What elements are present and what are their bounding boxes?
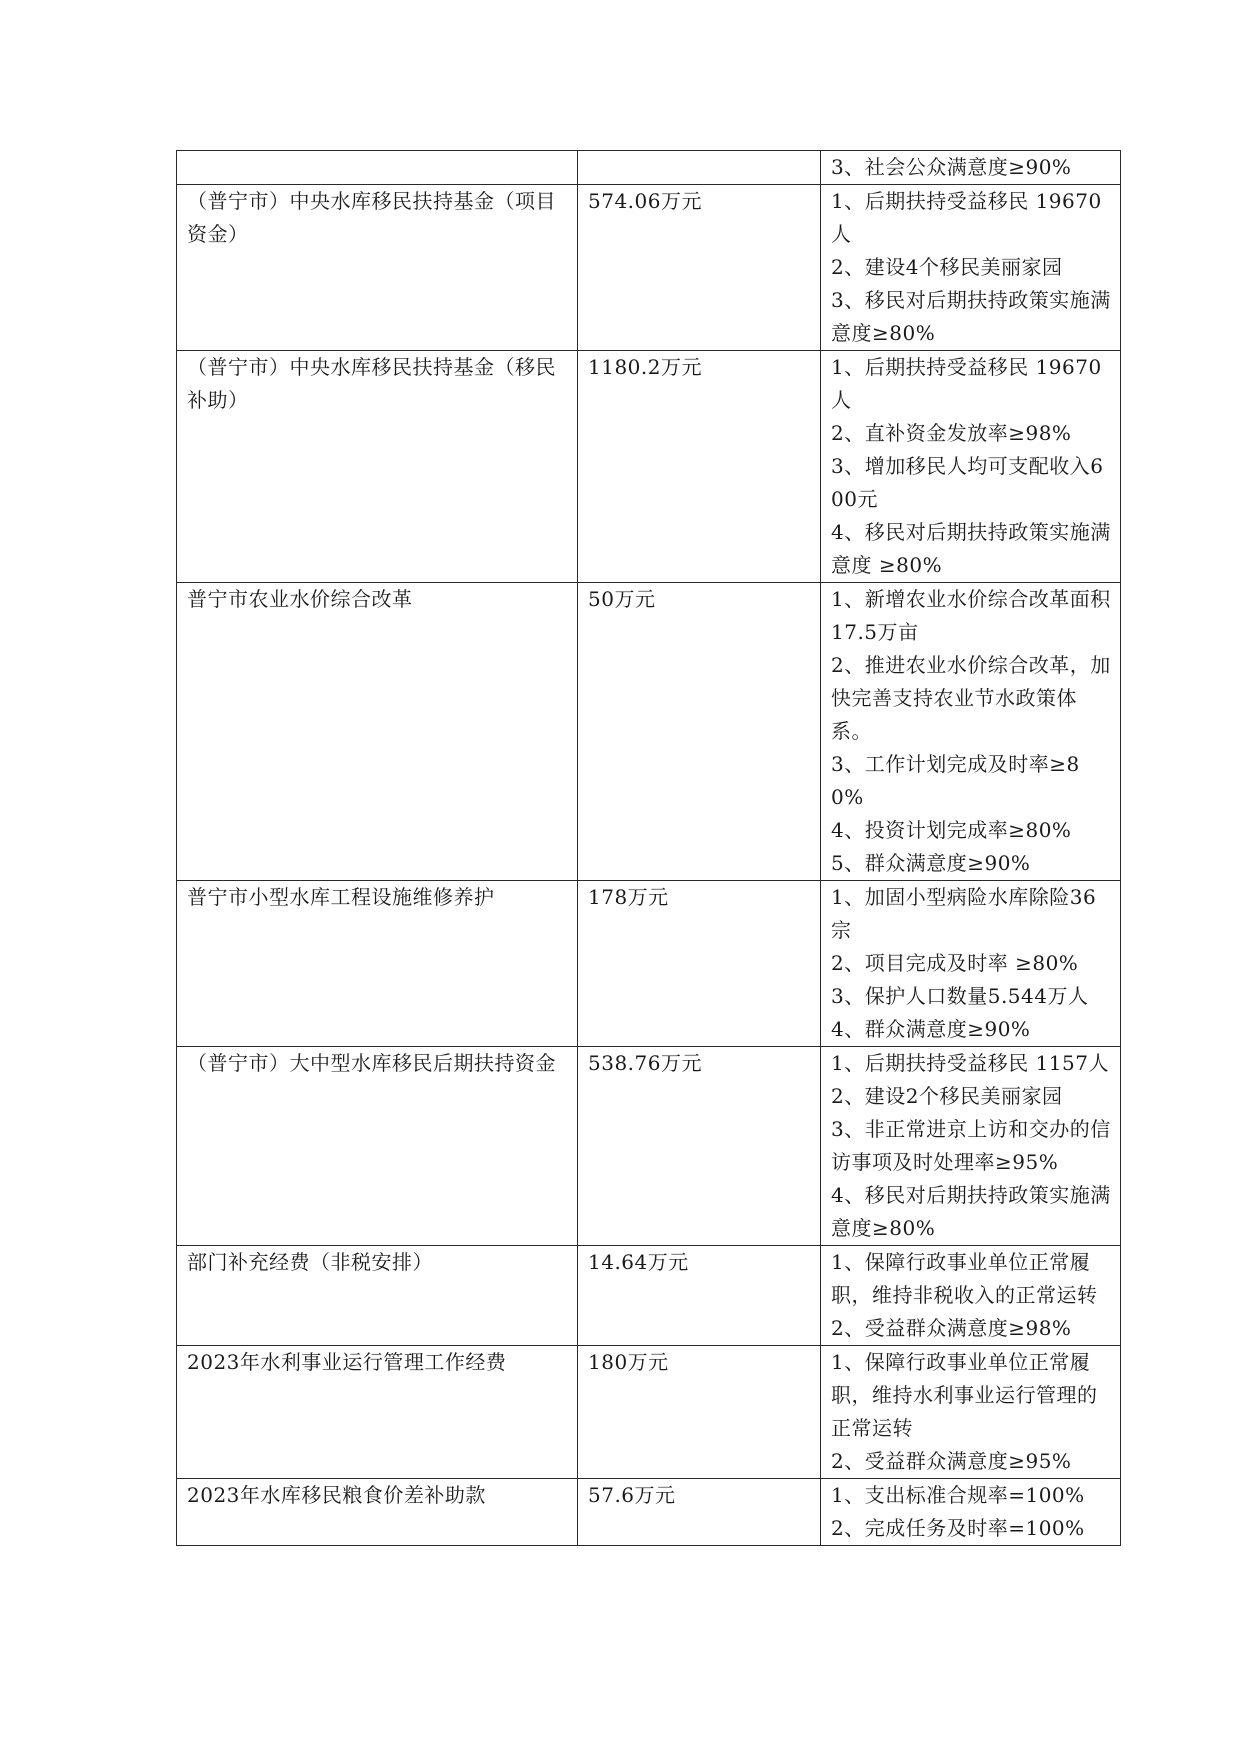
table-row	[177, 1346, 1121, 1479]
project-name-cell: 部门补充经费（非税安排）	[177, 1246, 578, 1346]
project-name-cell: 2023年水利事业运行管理工作经费	[177, 1346, 578, 1479]
funding-amount-cell: 14.64万元	[578, 1246, 821, 1346]
funding-amount-cell: 178万元	[578, 881, 821, 1047]
performance-target-item: 3、非正常进京上访和交办的信访事项及时处理率≥95%	[831, 1117, 1111, 1174]
performance-target-item: 3、移民对后期扶持政策实施满意度≥80%	[831, 288, 1111, 345]
table-row	[177, 151, 1121, 185]
performance-target-item: 3、社会公众满意度≥90%	[831, 155, 1072, 179]
performance-target-item: 2、推进农业水价综合改革，加快完善支持农业节水政策体系。	[831, 653, 1111, 743]
funding-amount-cell: 1180.2万元	[578, 351, 821, 583]
performance-target-item: 1、加固小型病险水库除险36宗	[831, 885, 1097, 942]
performance-target-item: 2、完成任务及时率=100%	[831, 1516, 1085, 1540]
project-name-cell: 普宁市农业水价综合改革	[177, 583, 578, 881]
performance-targets-cell	[821, 583, 1121, 881]
performance-target-item: 1、保障行政事业单位正常履职，维持非税收入的正常运转	[831, 1250, 1098, 1307]
performance-target-item: 1、保障行政事业单位正常履职，维持水利事业运行管理的正常运转	[831, 1350, 1098, 1440]
performance-target-item: 4、移民对后期扶持政策实施满意度≥80%	[831, 1183, 1111, 1240]
performance-target-item: 1、后期扶持受益移民 1157人	[831, 1051, 1109, 1075]
performance-targets-cell	[821, 881, 1121, 1047]
performance-target-item: 4、群众满意度≥90%	[831, 1017, 1031, 1041]
performance-target-item: 4、投资计划完成率≥80%	[831, 818, 1072, 842]
table-row	[177, 1246, 1121, 1346]
performance-target-item: 1、新增农业水价综合改革面积17.5万亩	[831, 587, 1111, 644]
table-body	[177, 151, 1121, 1546]
table-row	[177, 1047, 1121, 1246]
table-row	[177, 881, 1121, 1047]
performance-target-item: 2、项目完成及时率 ≥80%	[831, 951, 1079, 975]
project-name-cell: 普宁市小型水库工程设施维修养护	[177, 881, 578, 1047]
performance-targets-cell	[821, 185, 1121, 351]
funding-amount-cell: 574.06万元	[578, 185, 821, 351]
performance-targets-cell	[821, 1346, 1121, 1479]
project-name-cell: （普宁市）大中型水库移民后期扶持资金	[177, 1047, 578, 1246]
project-name-cell: （普宁市）中央水库移民扶持基金（移民补助）	[177, 351, 578, 583]
performance-target-item: 1、支出标准合规率=100%	[831, 1483, 1085, 1507]
funding-amount-cell: 50万元	[578, 583, 821, 881]
performance-target-item: 2、建设2个移民美丽家园	[831, 1084, 1063, 1108]
performance-target-item: 4、移民对后期扶持政策实施满意度 ≥80%	[831, 520, 1111, 577]
performance-target-item: 2、受益群众满意度≥98%	[831, 1316, 1072, 1340]
table-row	[177, 583, 1121, 881]
funding-amount-cell: 538.76万元	[578, 1047, 821, 1246]
funding-amount-cell	[578, 151, 821, 185]
performance-target-item: 2、受益群众满意度≥95%	[831, 1449, 1072, 1473]
performance-target-item: 2、直补资金发放率≥98%	[831, 421, 1072, 445]
performance-targets-cell	[821, 1246, 1121, 1346]
table-row	[177, 185, 1121, 351]
performance-target-item: 5、群众满意度≥90%	[831, 851, 1031, 875]
performance-targets-cell	[821, 1047, 1121, 1246]
funding-amount-cell: 57.6万元	[578, 1479, 821, 1546]
performance-target-item: 3、增加移民人均可支配收入600元	[831, 454, 1104, 511]
performance-targets-cell	[821, 351, 1121, 583]
project-name-cell: （普宁市）中央水库移民扶持基金（项目资金）	[177, 185, 578, 351]
funding-amount-cell: 180万元	[578, 1346, 821, 1479]
table-row	[177, 1479, 1121, 1546]
performance-targets-cell	[821, 151, 1121, 185]
project-performance-table	[176, 150, 1121, 1546]
performance-targets-cell	[821, 1479, 1121, 1546]
project-name-cell: 2023年水库移民粮食价差补助款	[177, 1479, 578, 1546]
performance-target-item: 1、后期扶持受益移民 19670人	[831, 189, 1102, 246]
performance-target-item: 2、建设4个移民美丽家园	[831, 255, 1063, 279]
table-row	[177, 351, 1121, 583]
project-name-cell	[177, 151, 578, 185]
performance-target-item: 3、工作计划完成及时率≥80%	[831, 752, 1080, 809]
performance-target-item: 1、后期扶持受益移民 19670人	[831, 355, 1102, 412]
performance-target-item: 3、保护人口数量5.544万人	[831, 984, 1089, 1008]
